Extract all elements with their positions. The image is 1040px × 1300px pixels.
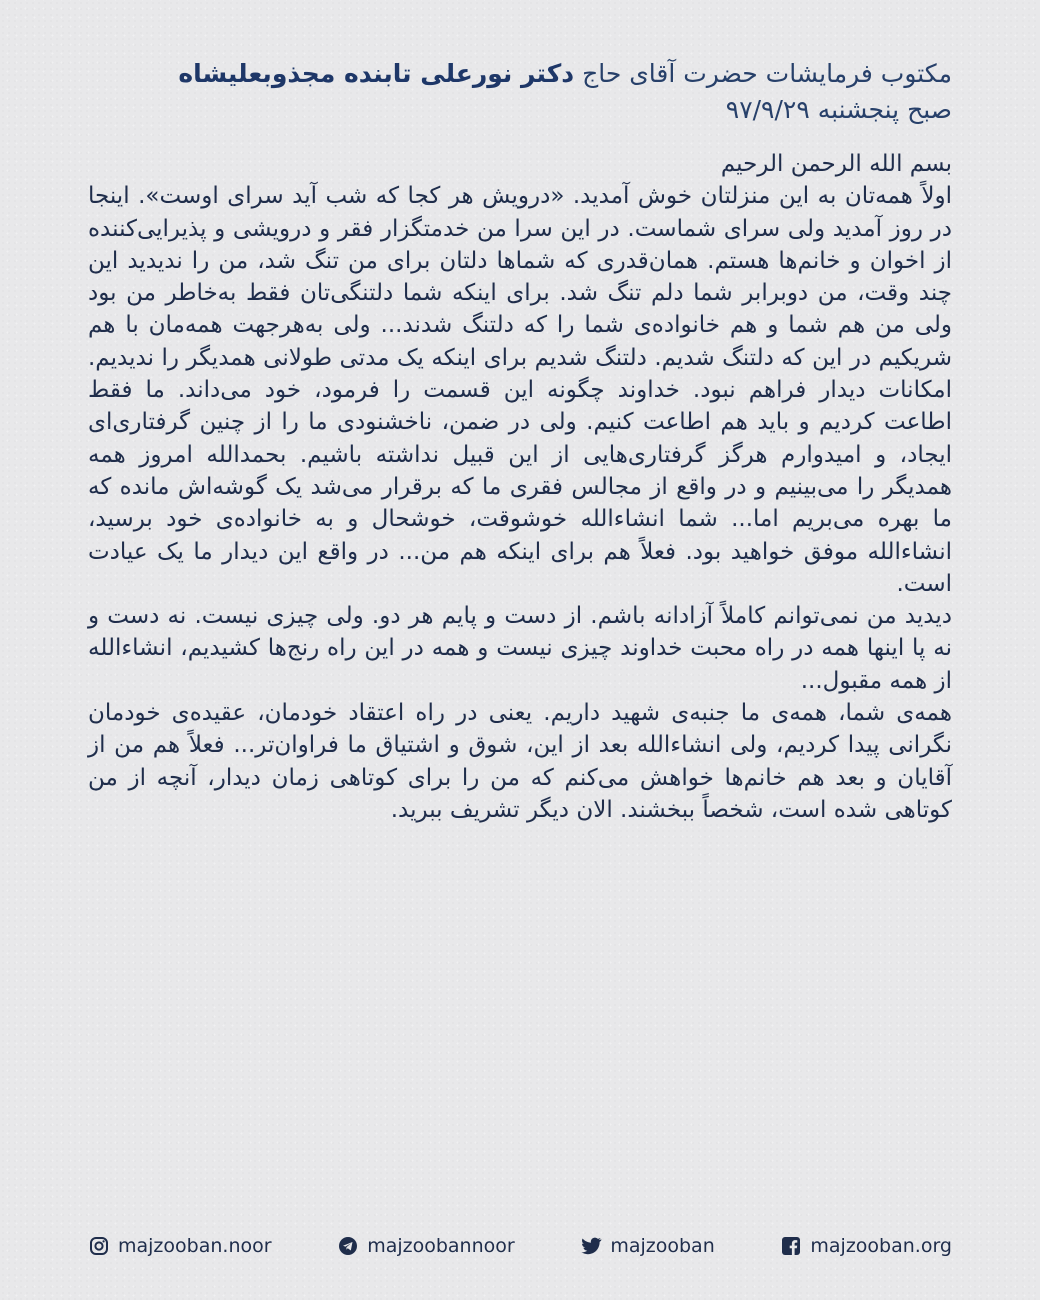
social-footer [88, 1235, 952, 1257]
telegram-icon [337, 1235, 359, 1257]
title-prefix: مکتوب فرمایشات حضرت آقای حاج [574, 59, 952, 88]
title-line [88, 58, 952, 90]
twitter-handle: majzooban [610, 1235, 715, 1257]
document [88, 58, 952, 826]
twitter-link[interactable] [580, 1235, 714, 1257]
telegram-handle: majzoobannoor [367, 1235, 515, 1257]
header [88, 58, 952, 126]
facebook-link[interactable] [780, 1235, 952, 1257]
paragraph: اولاً همه‌تان به این منزلتان خوش آمدید. «درویش هر کجا که شب آید سرای اوست». اینجا در روز آمدید ولی سرای شماست. در این سرا من خدمتگزار فقر و درویشی و پذیرایی‌کننده از اخوان و خانم‌ها هستم. همان‌قدری که شماها دلتان برای من تنگ شد، من را ندیدید این چند وقت، من دوبرابر شما دلم تنگ شد. برای اینکه شما دلتنگی‌تان فقط به‌خاطر من بود ولی من هم شما و هم خانواده‌ی شما را که دلتنگ شدند... ولی به‌هرجهت همه‌مان با هم شریکیم در این که دلتنگ شدیم. دلتنگ شدیم برای اینکه یک مدتی طولانی همدیگر را ندیدیم. امکانات دیدار فراهم نبود. خداوند چگونه این قسمت را فرمود، خود می‌داند. ما فقط اطاعت کردیم و باید هم اطاعت کنیم. ولی در ضمن، ناخشنودی ما را از چنین گرفتاری‌ای ایجاد، و امیدوارم هرگز گرفتاری‌هایی از این قبیل نداشته باشیم. بحمدالله امروز همه همدیگر را می‌بینیم و در واقع از مجالس فقری ما که برقرار می‌شد یک گوشه‌اش مانده که ما بهره می‌بریم اما... شما انشاءالله خوشوقت، خوشحال و به خانواده‌ی خود برسید، انشاءالله موفق خواهید بود. فعلاً هم برای اینکه هم من... در واقع این دیدار ما یک عیادت است. [88, 183, 952, 597]
instagram-link[interactable] [88, 1235, 272, 1257]
paragraph: بسم الله الرحمن الرحیم [720, 151, 952, 177]
instagram-icon [88, 1235, 110, 1257]
paragraph: همه‌ی شما، همه‌ی ما جنبه‌ی شهید داریم. یعنی در راه اعتقاد خودمان، عقیده‌ی خودمان نگرانی پیدا کردیم، ولی انشاءالله بعد از این، شوق و اشتیاق ما فراوان‌تر... فعلاً هم من از آقایان و بعد هم خانم‌ها خواهش می‌کنم که من را برای کوتاهی زمان دیدار، آنچه از من کوتاهی شده است، شخصاً ببخشند. الان دیگر تشریف ببرید. [88, 700, 952, 823]
date-line: صبح پنجشنبه ۹۷/۹/۲۹ [725, 95, 952, 124]
facebook-icon [780, 1235, 802, 1257]
facebook-handle: majzooban.org [810, 1235, 952, 1257]
instagram-handle: majzooban.noor [118, 1235, 272, 1257]
document-body [88, 148, 952, 826]
author-name: دکتر نورعلی تابنده مجذوبعلیشاه [178, 59, 575, 88]
twitter-icon [580, 1235, 602, 1257]
telegram-link[interactable] [337, 1235, 515, 1257]
paragraph: دیدید من نمی‌توانم کاملاً آزادانه باشم. از دست و پایم هر دو. ولی چیزی نیست. نه دست و نه پا اینها همه در راه محبت خداوند چیزی نیست و همه در این راه رنج‌ها کشیدیم، انشاءالله از همه مقبول... [88, 603, 952, 694]
